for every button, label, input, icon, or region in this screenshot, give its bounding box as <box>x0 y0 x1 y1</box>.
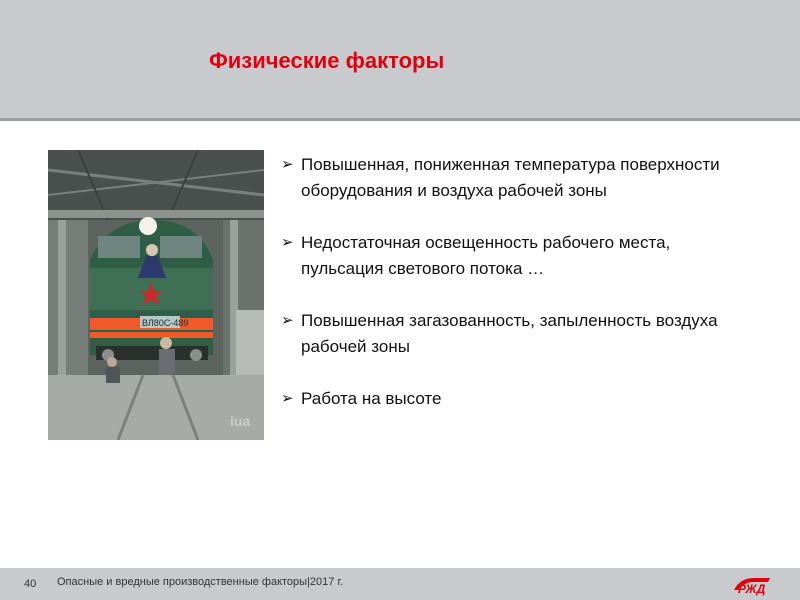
bullet-item <box>281 152 761 204</box>
header-divider <box>0 118 800 121</box>
arrow-bullet-icon: ➢ <box>281 390 294 407</box>
bullet-text: Повышенная загазованность, запыленность воздуха рабочей зоны <box>301 311 718 356</box>
bullet-item <box>281 386 761 412</box>
bullet-text: Недостаточная освещенность рабочего места, пульсация светового потока … <box>301 233 671 278</box>
locomotive-photo <box>48 150 264 440</box>
arrow-bullet-icon: ➢ <box>281 312 294 329</box>
bullet-item <box>281 308 761 360</box>
bullet-text: Работа на высоте <box>301 389 442 408</box>
page-number: 40 <box>24 578 37 590</box>
slide-title: Физические факторы <box>209 48 445 73</box>
svg-text:РЖД: РЖД <box>738 582 766 596</box>
bullet-text: Повышенная, пониженная температура поверхности оборудования и воздуха рабочей зоны <box>301 155 720 200</box>
bullet-item <box>281 230 761 282</box>
slide-footer <box>0 568 800 600</box>
rzd-logo-icon <box>730 572 774 596</box>
arrow-bullet-icon: ➢ <box>281 234 294 251</box>
slide-header <box>0 0 800 118</box>
svg-text:ВЛ80С-489: ВЛ80С-489 <box>142 318 189 328</box>
footer-caption: Опасные и вредные производственные факторы|2017 г. <box>57 576 344 588</box>
bullet-list <box>281 152 761 438</box>
locomotive-image <box>48 150 264 440</box>
photo-watermark: iua <box>230 413 251 429</box>
arrow-bullet-icon: ➢ <box>281 156 294 173</box>
